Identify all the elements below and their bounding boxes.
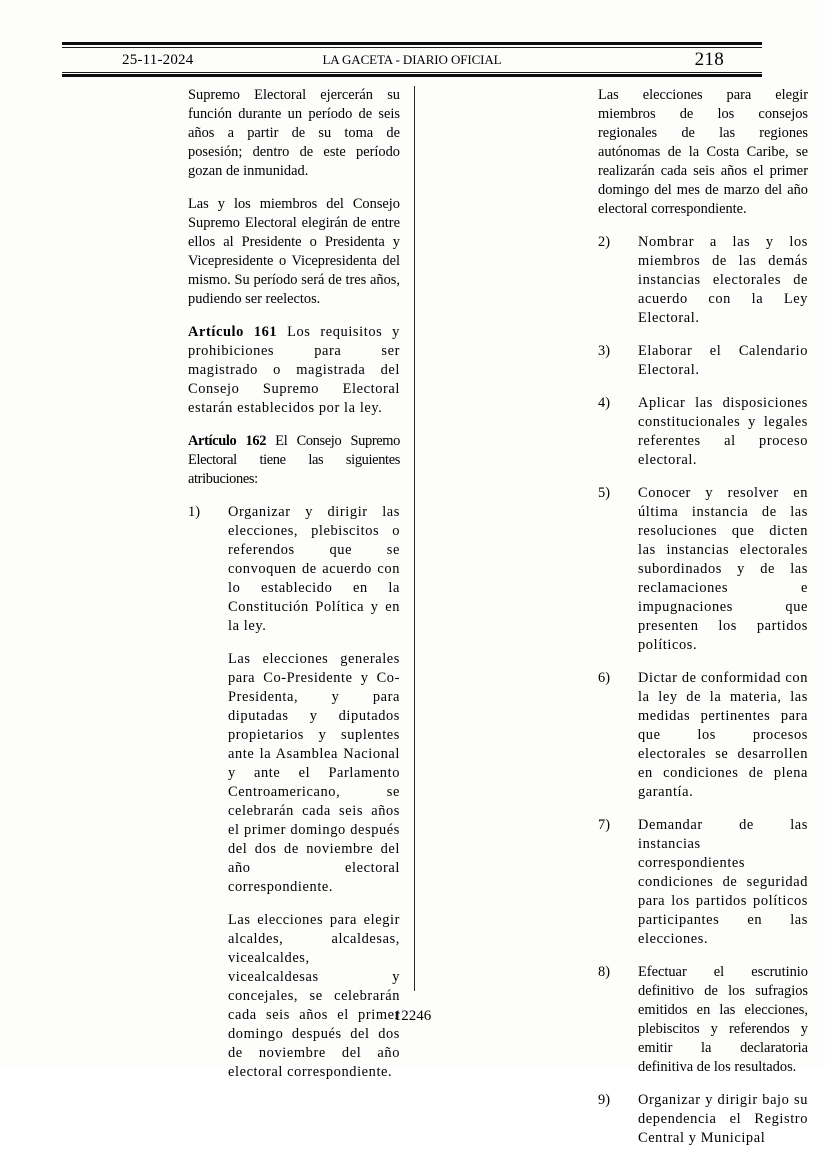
list-item — [598, 233, 808, 328]
list-item-number: 4) — [598, 395, 610, 411]
masthead-publication-title: LA GACETA - DIARIO OFICIAL — [322, 52, 502, 67]
paragraph-regional-councils: Las elecciones para elegir miembros de los consejos regionales de las regiones autónomas de la Costa Caribe, se realizarán cada seis años el primer domingo del mes de marzo del año electoral correspondiente. — [598, 87, 808, 217]
masthead-band — [62, 48, 762, 72]
article-162-heading: Artículo 162 — [188, 433, 267, 449]
article-161-body: Los requisitos y prohibiciones para ser magistrado o magistrada del Consejo Supremo Electoral estarán establecidos por la ley. — [188, 324, 400, 416]
left-column — [188, 86, 400, 1096]
list-item — [598, 394, 808, 470]
list-item-body: Organizar y dirigir bajo su dependencia el Registro Central y Municipal — [638, 1092, 808, 1146]
list-item-number: 3) — [598, 343, 610, 359]
list-item — [598, 342, 808, 380]
paragraph-general-elections: Las elecciones generales para Co-Presidente y Co-Presidenta, y para diputadas y diputados propietarios y suplentes ante la Asamblea Nacional y ante el Parlamento Centroamericano, se celebrarán cada seis años el primer domingo después del dos de noviembre del año electoral correspondiente. — [228, 651, 400, 895]
paragraph-council-officers: Las y los miembros del Consejo Supremo Electoral elegirán de entre ellos al Presidente o Presidenta y Vicepresidente o Vicepresidenta del mismo. Su período será de tres años, pudiendo ser reelectos. — [188, 196, 400, 307]
list-item-paragraph: Organizar y dirigir las elecciones, plebiscitos o referendos que se convoquen de acuerdo con lo establecido en la Constitución Política y en la ley. — [228, 504, 400, 634]
list-item-body — [228, 503, 400, 636]
list-item-body: Dictar de conformidad con la ley de la materia, las medidas pertinentes para que los procesos electorales se desarrollen en condiciones de plena garantía. — [638, 670, 808, 800]
list-item-body: Nombrar a las y los miembros de las demás instancias electorales de acuerdo con la Ley Electoral. — [638, 234, 808, 326]
list-item-number: 6) — [598, 670, 610, 686]
list-item — [598, 484, 808, 655]
list-item — [598, 1091, 808, 1148]
list-item-number: 9) — [598, 1092, 610, 1108]
list-item — [188, 503, 400, 636]
article-161 — [188, 323, 400, 418]
list-item-number: 1) — [188, 504, 200, 520]
footer-page-number: 12246 — [393, 1008, 432, 1024]
masthead-rule-bottom-thick — [62, 74, 762, 77]
list-item-number: 7) — [598, 817, 610, 833]
list-item-number: 5) — [598, 485, 610, 501]
list-item-number: 2) — [598, 234, 610, 250]
column-divider — [414, 86, 415, 991]
paragraph-municipal-elections: Las elecciones para elegir alcaldes, alcaldesas, vicealcaldes, vicealcaldesas y concejales, se celebrarán cada seis años el primer domingo después del dos de noviembre del año electoral correspondiente. — [228, 912, 400, 1080]
masthead-date: 25-11-2024 — [122, 51, 194, 68]
right-column — [598, 86, 808, 1162]
list-item — [598, 669, 808, 802]
list-item-body: Demandar de las instancias correspondientes condiciones de seguridad para los partidos políticos participantes en las elecciones. — [638, 817, 808, 947]
list-item-number: 8) — [598, 964, 610, 980]
list-item-body: Conocer y resolver en última instancia de las resoluciones que dicten las instancias electorales subordinados y de las reclamaciones e impugnaciones que presenten los partidos políticos. — [638, 485, 808, 653]
list-item-body: Aplicar las disposiciones constitucionales y legales referentes al proceso electoral. — [638, 395, 808, 468]
list-item-body: Efectuar el escrutinio definitivo de los sufragios emitidos en las elecciones, plebiscitos y referendos y emitir la declaratoria definitiva de los resultados. — [638, 964, 808, 1075]
paragraph-continuation: Supremo Electoral ejercerán su función durante un período de seis años a partir de su toma de posesión; dentro de este período gozan de inmunidad. — [188, 87, 400, 179]
article-162 — [188, 432, 400, 489]
masthead-page-number: 218 — [694, 49, 724, 70]
article-162-body: El Consejo Supremo Electoral tiene las siguientes atribuciones: — [188, 433, 400, 487]
list-item — [598, 816, 808, 949]
article-161-heading: Artículo 161 — [188, 324, 278, 340]
page-masthead — [62, 42, 762, 77]
list-item-body: Elaborar el Calendario Electoral. — [638, 343, 808, 378]
